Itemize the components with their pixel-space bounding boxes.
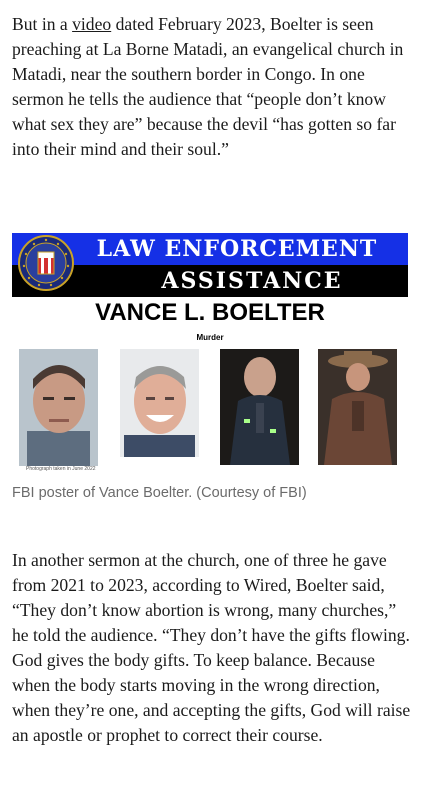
image-caption: FBI poster of Vance Boelter. (Courtesy of FBI) bbox=[12, 485, 307, 501]
para1-text-start: But in a bbox=[12, 14, 73, 34]
poster-offense: Murder bbox=[196, 333, 224, 342]
suspect-photo-3 bbox=[220, 349, 299, 465]
suspect-photo-2 bbox=[120, 349, 199, 457]
article-paragraph-1 bbox=[12, 12, 412, 162]
poster-subject-name: VANCE L. BOELTER bbox=[95, 299, 325, 326]
fbi-seal-icon bbox=[18, 235, 74, 291]
poster-band-top-text: LAW ENFORCEMENT bbox=[96, 236, 378, 262]
photo-date-note: Photograph taken in June 2022 bbox=[26, 466, 96, 472]
fbi-poster-image bbox=[12, 229, 408, 481]
para1-text-end: dated February 2023, Boelter is seen preaching at La Borne Matadi, an evangelical church in Matadi, near the southern border in Congo. In one sermon he tells the audience that “people don’t know what sex they are” because the devil “has gotten so far into their mind and their soul.” bbox=[12, 14, 404, 159]
suspect-photo-4 bbox=[318, 349, 397, 465]
article-paragraph-2: In another sermon at the church, one of three he gave from 2021 to 2023, according to Wired, Boelter said, “They don’t know abortion is wrong, many churches,” he told the audience. “They don’t have the gifts flowing. God gives the body gifts. To keep balance. Because when the body starts moving in the wrong direction, when they’re one, and accepting the gifts, God will raise an apostle or prophet to correct their course. bbox=[12, 550, 411, 745]
suspect-photo-1 bbox=[19, 349, 98, 466]
poster-band-bottom-text: ASSISTANCE bbox=[161, 268, 343, 294]
video-link[interactable]: video bbox=[72, 14, 112, 34]
